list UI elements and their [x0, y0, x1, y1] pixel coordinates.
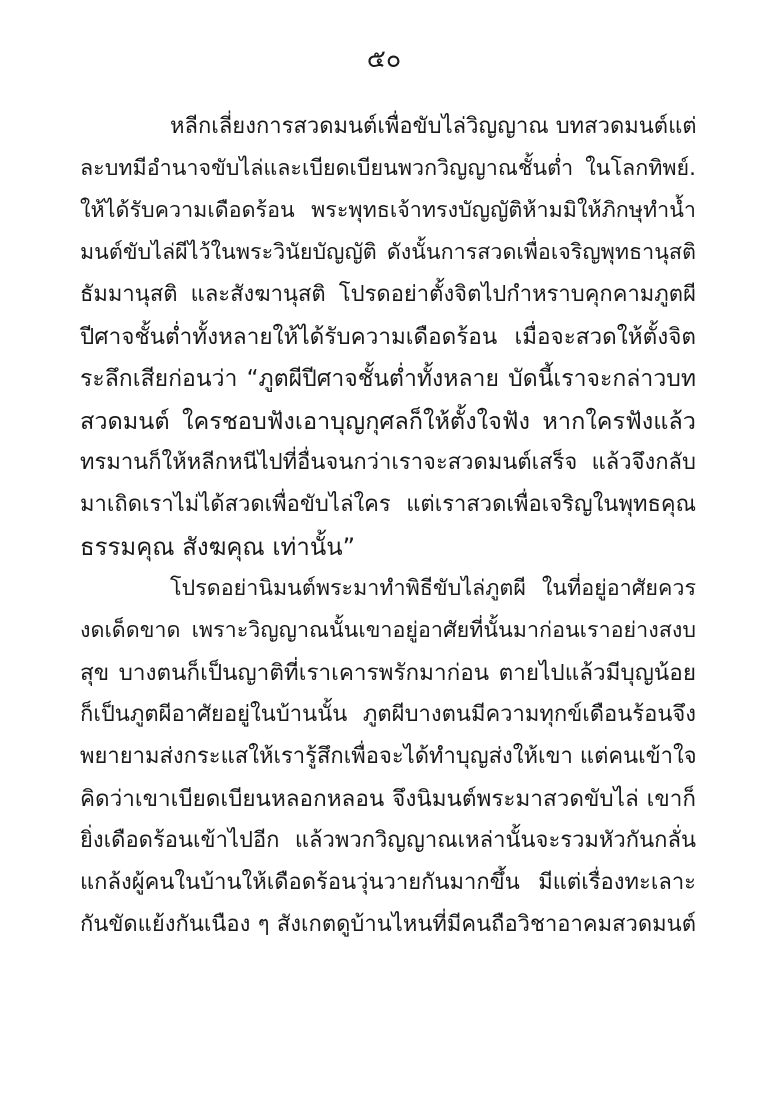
text-line: สวดมนต์ ใครชอบฟังเอาบุญกุศลก็ให้ตั้งใจฟัง หากใครฟังแล้ว: [80, 407, 696, 435]
text-line: ละบทมีอำนาจขับไล่และเบียดเบียนพวกวิญญาณชั้นต่ำ ในโลกทิพย์.: [80, 156, 696, 181]
text-line: หลีกเลี่ยงการสวดมนต์เพื่อขับไล่วิญญาณ บทสวดมนต์แต่: [170, 114, 697, 139]
text-line: กันขัดแย้งกันเนือง ๆ สังเกตดูบ้านไหนที่มีคนถือวิชาอาคมสวดมนต์: [80, 912, 696, 937]
text-line: ก็เป็นภูตผีอาศัยอยู่ในบ้านนั้น ภูตผีบางตนมีความทุกข์เดือนร้อนจึง: [80, 702, 696, 727]
text-line: ให้ได้รับความเดือดร้อน พระพุทธเจ้าทรงบัญญัติห้ามมิให้ภิกษุทำน้ำ: [80, 198, 696, 223]
text-line: ระลึกเสียก่อนว่า “ภูตผีปีศาจชั้นต่ำทั้งหลาย บัดนี้เราจะกล่าวบท: [80, 366, 696, 392]
text-line: งดเด็ดขาด เพราะวิญญาณนั้นเขาอยู่อาศัยที่นั้นมาก่อนเราอย่างสงบ: [80, 618, 696, 643]
text-line: ธัมมานุสติ และสังฆานุสติ โปรดอย่าตั้งจิตไปกำหราบคุกคามภูตผี: [80, 282, 696, 307]
text-line: ธรรมคุณ สังฆคุณ เท่านั้น”: [80, 533, 356, 561]
text-line: ยิ่งเดือดร้อนเข้าไปอีก แล้วพวกวิญญาณเหล่านั้นจะรวมหัวกันกลั่น: [80, 828, 696, 853]
text-line: มาเถิดเราไม่ได้สวดเพื่อขับไล่ใคร แต่เราสวดเพื่อเจริญในพุทธคุณ: [80, 492, 696, 517]
text-line: ทรมานก็ให้หลีกหนีไปที่อื่นจนกว่าเราจะสวดมนต์เสร็จ แล้วจึงกลับ: [80, 450, 696, 475]
text-line: แกล้งผู้คนในบ้านให้เดือดร้อนวุ่นวายกันมากขึ้น มีแต่เรื่องทะเลาะ: [80, 870, 696, 895]
text-line: สุข บางตนก็เป็นญาติที่เราเคารพรักมาก่อน ตายไปแล้วมีบุญน้อย: [80, 660, 696, 686]
text-line: ปีศาจชั้นต่ำทั้งหลายให้ได้รับความเดือดร้อน เมื่อจะสวดให้ตั้งจิต: [80, 324, 696, 350]
text-line: โปรดอย่านิมนต์พระมาทำพิธีขับไล่ภูตผี ในที่อยู่อาศัยควร: [170, 576, 696, 601]
text-line: คิดว่าเขาเบียดเบียนหลอกหลอน จึงนิมนต์พระมาสวดขับไล่ เขาก็: [80, 786, 696, 812]
page-number: ๕๐: [366, 44, 402, 73]
text-line: พยายามส่งกระแสให้เรารู้สึกเพื่อจะได้ทำบุญส่งให้เขา แต่คนเข้าใจ: [80, 744, 697, 769]
text-line: มนต์ขับไล่ผีไว้ในพระวินัยบัญญัติ ดังนั้นการสวดเพื่อเจริญพุทธานุสติ: [80, 240, 696, 265]
